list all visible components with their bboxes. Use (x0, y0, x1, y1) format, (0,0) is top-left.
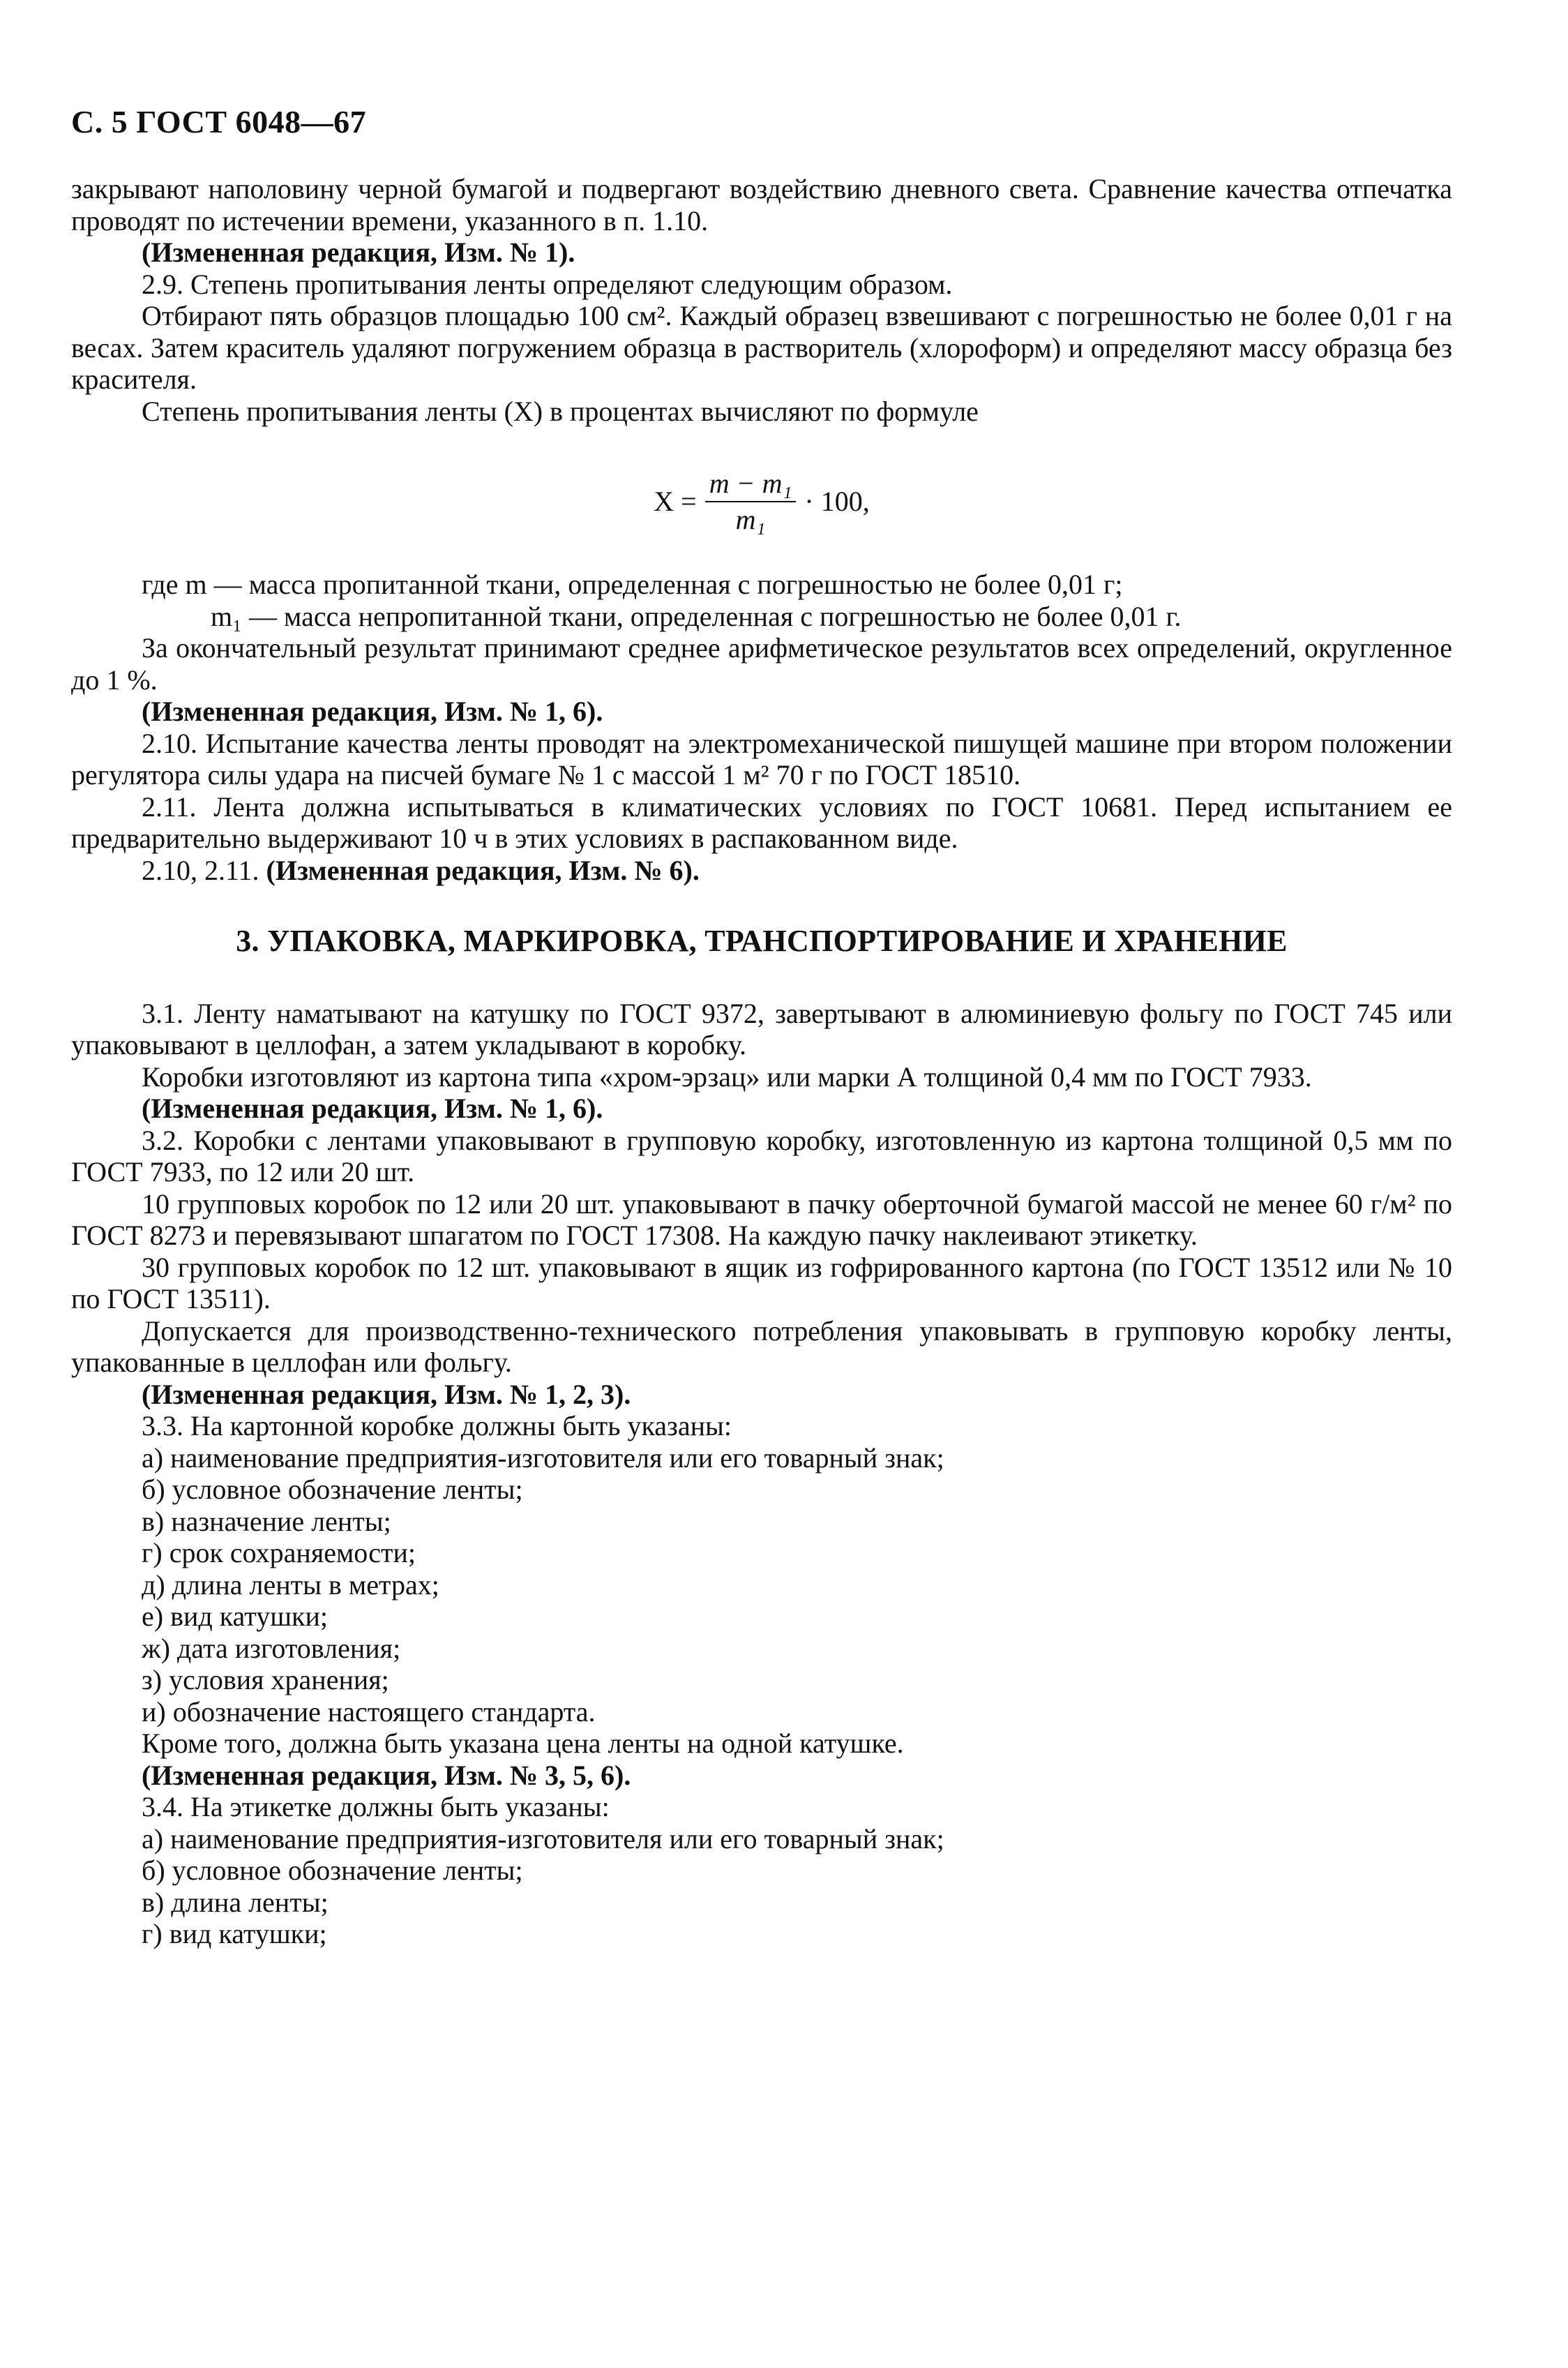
clause-2-11: 2.11. Лента должна испытываться в климатических условиях по ГОСТ 10681. Перед испытанием ее предварительно выдерживают 10 ч в этих условиях в распакованном виде. (71, 790, 1452, 854)
change-note: 2.10, 2.11. (Измененная редакция, Изм. № 6). (142, 854, 700, 886)
clause-3-2: 3.2. Коробки с лентами упаковывают в групповую коробку, изготовленную из картона толщиной 0,5 мм по ГОСТ 7933, по 12 или 20 шт. (71, 1124, 1452, 1187)
clause-2-9-procedure: Отбирают пять образцов площадью 100 см². Каждый образец взвешивают с погрешностью не более 0,01 г на весах. Затем краситель удаляют погружением образца в растворитель (хлороформ) и определяют массу образца без красителя. (71, 300, 1452, 395)
price-note: Кроме того, должна быть указана цена ленты на одной катушке. (142, 1728, 904, 1759)
list-item: е) вид катушки; (142, 1601, 328, 1632)
list-item: в) назначение ленты; (142, 1505, 391, 1537)
clause-2-9: 2.9. Степень пропитывания ленты определяют следующим образом. (142, 268, 953, 300)
change-note: (Измененная редакция, Изм. № 1). (142, 237, 575, 268)
formula-where-m1: m₁ — масса непропитанной ткани, определенная с погрешностью не более 0,01 г. (211, 600, 1182, 632)
formula-rhs: · 100, (804, 485, 870, 517)
list-item: д) длина ленты в метрах; (142, 1568, 439, 1601)
clause-3-4: 3.4. На этикетке должны быть указаны: (142, 1791, 610, 1822)
formula-denominator: m₁ (735, 503, 766, 535)
list-item: а) наименование предприятия-изготовителя или его товарный знак; (142, 1441, 944, 1474)
formula (71, 467, 1452, 535)
change-note: (Измененная редакция, Изм. № 1, 2, 3). (142, 1378, 631, 1410)
list-item: ж) дата изготовления; (142, 1632, 401, 1664)
change-note: (Измененная редакция, Изм. № 3, 5, 6). (142, 1759, 631, 1791)
clause-3-3: 3.3. На картонной коробке должны быть указаны: (142, 1410, 732, 1441)
clause-2-10: 2.10. Испытание качества ленты проводят на электромеханической пишущей машине при втором положении регулятора силы удара на писчей бумаге № 1 с массой 1 м² 70 г по ГОСТ 18510. (71, 727, 1452, 790)
list-item: и) обозначение настоящего стандарта. (142, 1695, 596, 1728)
formula-fraction (705, 467, 797, 535)
list-item: г) срок сохраняемости; (142, 1537, 416, 1568)
formula-lhs: X = (654, 485, 697, 517)
paragraph-continued: закрывают наполовину черной бумагой и подвергают воздействию дневного света. Сравнение качества отпечатка проводят по истечении времени, указанного в п. 1.10. (71, 173, 1452, 237)
final-result-para: За окончательный результат принимают среднее арифметическое результатов всех определений, округленное до 1 %. (71, 632, 1452, 696)
change-note: (Измененная редакция, Изм. № 1, 6). (142, 696, 603, 727)
clause-3-2-crate: 30 групповых коробок по 12 шт. упаковывают в ящик из гофрированного картона (по ГОСТ 13512 или № 10 по ГОСТ 13511). (71, 1251, 1452, 1314)
list-item: в) длина ленты; (142, 1886, 329, 1918)
list-item: б) условное обозначение ленты; (142, 1854, 523, 1886)
formula-intro: Степень пропитывания ленты (X) в процентах вычисляют по формуле (142, 395, 979, 427)
list-item: б) условное обозначение ленты; (142, 1474, 523, 1505)
formula-where-m: где m — масса пропитанной ткани, определенная с погрешностью не более 0,01 г; (142, 569, 1123, 600)
clause-3-2-pack: 10 групповых коробок по 12 или 20 шт. упаковывают в пачку оберточной бумагой массой не менее 60 г/м² по ГОСТ 8273 и перевязывают шпагатом по ГОСТ 17308. На каждую пачку наклеивают этикетку. (71, 1187, 1452, 1251)
list-item: г) вид катушки; (142, 1918, 327, 1949)
page-header: С. 5 ГОСТ 6048—67 (71, 104, 367, 140)
clause-3-1-boxes: Коробки изготовляют из картона типа «хром-эрзац» или марки А толщиной 0,4 мм по ГОСТ 7933. (142, 1061, 1312, 1093)
list-item: а) наименование предприятия-изготовителя или его товарный знак; (142, 1822, 944, 1854)
clause-3-2-allowed: Допускается для производственно-технического потребления упаковывать в групповую коробку ленты, упакованные в целлофан или фольгу. (71, 1314, 1452, 1378)
document-body (71, 173, 1452, 1950)
list-item: з) условия хранения; (142, 1664, 389, 1695)
section-title: 3. УПАКОВКА, МАРКИРОВКА, ТРАНСПОРТИРОВАНИЕ И ХРАНЕНИЕ (236, 924, 1288, 958)
clause-3-1: 3.1. Ленту наматывают на катушку по ГОСТ 9372, завертывают в алюминиевую фольгу по ГОСТ 745 или упаковывают в целлофан, а затем укладывают в коробку. (71, 997, 1452, 1061)
change-note: (Измененная редакция, Изм. № 1, 6). (142, 1093, 603, 1124)
formula-numerator: m − m₁ (705, 467, 797, 502)
